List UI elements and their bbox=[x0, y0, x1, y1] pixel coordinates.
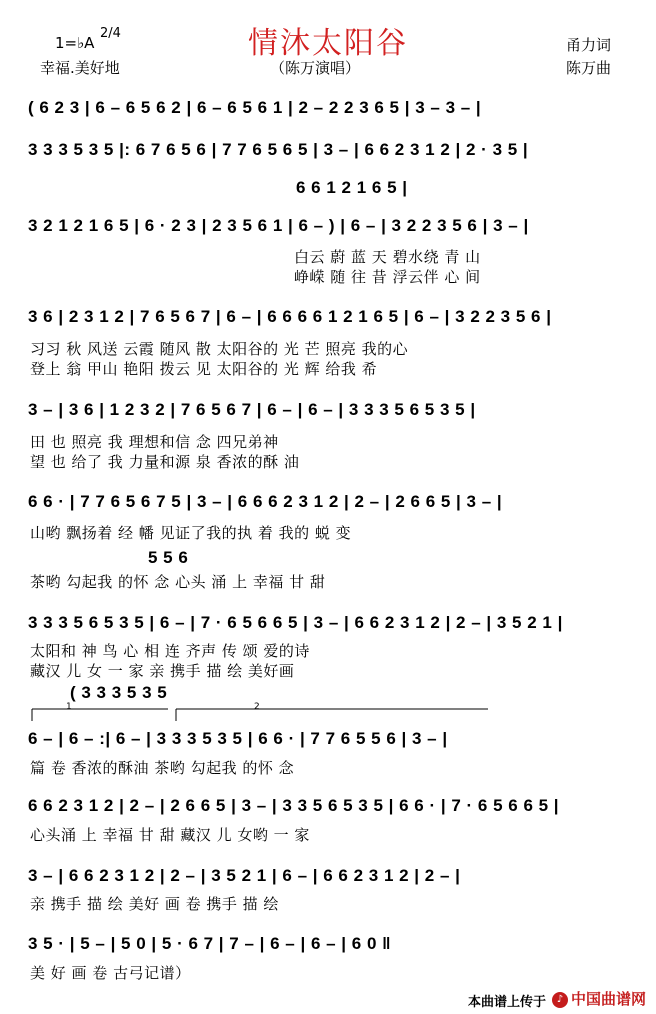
tempo-mood: 幸福.美好地 bbox=[40, 59, 120, 77]
site-logo[interactable] bbox=[552, 988, 646, 1009]
lyricist-credit: 甬力词 bbox=[566, 36, 612, 54]
page-title: 情沐太阳谷 bbox=[248, 26, 408, 61]
score-line-8: 6 – | 6 – :| 6 – | 3 3 3 5 3 5 | 6 6 · | 7 7 6 5 5 6 | 3 – | bbox=[28, 729, 448, 748]
score-line-6-alternate: 5 5 6 bbox=[148, 548, 189, 567]
score-line-2: 3 3 3 5 3 5 |: 6 7 6 5 6 | 7 7 6 5 6 5 | 3 – | 6 6 2 3 1 2 | 2 · 3 5 | bbox=[28, 140, 529, 159]
score-line-2-alternate: 6 6 1 2 1 6 5 | bbox=[296, 178, 408, 197]
upload-note: 本曲谱上传于 bbox=[468, 995, 547, 1010]
score-line-8-repeat-ending: ( 3 3 3 5 3 5 bbox=[70, 683, 168, 702]
lyric-line-3-verse-1: 白云 蔚 蓝 天 碧水绕 青 山 bbox=[294, 248, 481, 266]
site-name: 中国曲谱网 bbox=[571, 990, 647, 1008]
volta-2-label: 2 bbox=[254, 702, 260, 712]
score-line-11: 3 5 · | 5 – | 5 0 | 5 · 6 7 | 7 – | 6 – | 6 – | 6 0 ‖ bbox=[28, 934, 392, 953]
lyric-line-8: 篇 卷 香浓的酥油 茶哟 勾起我 的怀 念 bbox=[30, 759, 295, 777]
score-line-4: 3 6 | 2 3 1 2 | 7 6 5 6 7 | 6 – | 6 6 6 6 1 2 1 6 5 | 6 – | 3 2 2 3 5 6 | bbox=[28, 307, 552, 326]
lyric-line-10: 亲 携手 描 绘 美好 画 卷 携手 描 绘 bbox=[30, 895, 279, 913]
lyric-line-4-verse-1: 习习 秋 风送 云霞 随风 散 太阳谷的 光 芒 照亮 我的心 bbox=[30, 340, 409, 358]
lyric-line-4-verse-2: 登上 翁 甲山 艳阳 拨云 见 太阳谷的 光 辉 给我 希 bbox=[30, 360, 378, 378]
lyric-line-6-verse-2: 茶哟 勾起我 的怀 念 心头 涌 上 幸福 甘 甜 bbox=[30, 573, 326, 591]
score-line-5: 3 – | 3 6 | 1 2 3 2 | 7 6 5 6 7 | 6 – | 6 – | 3 3 3 5 6 5 3 5 | bbox=[28, 400, 476, 419]
lyric-line-3-verse-2: 峥嵘 随 往 昔 浮云伴 心 间 bbox=[294, 268, 481, 286]
lyric-line-11: 美 好 画 卷 古弓记谱） bbox=[30, 964, 191, 982]
score-line-3: 3 2 1 2 1 6 5 | 6 · 2 3 | 2 3 5 6 1 | 6 – ) | 6 – | 3 2 2 3 5 6 | 3 – | bbox=[28, 216, 529, 235]
volta-1-label: 1 bbox=[66, 702, 72, 712]
key-signature: 1=♭A bbox=[55, 34, 95, 52]
volta-brackets bbox=[28, 703, 498, 723]
singer-credit: （陈万演唱） bbox=[270, 59, 361, 77]
lyric-line-9: 心头涌 上 幸福 甘 甜 藏汉 儿 女哟 一 家 bbox=[30, 826, 310, 844]
score-line-6: 6 6 · | 7 7 6 5 6 7 5 | 3 – | 6 6 6 2 3 1 2 | 2 – | 2 6 6 5 | 3 – | bbox=[28, 492, 503, 511]
lyric-line-5-verse-1: 田 也 照亮 我 理想和信 念 四兄弟神 bbox=[30, 433, 279, 451]
lyric-line-7-verse-2: 藏汉 儿 女 一 家 亲 携手 描 绘 美好画 bbox=[30, 662, 295, 680]
time-signature: 2/4 bbox=[100, 26, 121, 41]
composer-credit: 陈万曲 bbox=[566, 59, 612, 77]
score-line-7: 3 3 3 5 6 5 3 5 | 6 – | 7 · 6 5 6 6 5 | 3 – | 6 6 2 3 1 2 | 2 – | 3 5 2 1 | bbox=[28, 613, 563, 632]
lyric-line-5-verse-2: 望 也 给了 我 力量和源 泉 香浓的酥 油 bbox=[30, 453, 300, 471]
score-line-10: 3 – | 6 6 2 3 1 2 | 2 – | 3 5 2 1 | 6 – | 6 6 2 3 1 2 | 2 – | bbox=[28, 866, 461, 885]
lyric-line-7-verse-1: 太阳和 神 鸟 心 相 连 齐声 传 颂 爱的诗 bbox=[30, 642, 310, 660]
lyric-line-6-verse-1: 山哟 飘扬着 经 幡 见证了我的执 着 我的 蜕 变 bbox=[30, 524, 352, 542]
score-line-9: 6 6 2 3 1 2 | 2 – | 2 6 6 5 | 3 – | 3 3 5 6 5 3 5 | 6 6 · | 7 · 6 5 6 6 5 | bbox=[28, 796, 560, 815]
score-line-1: ( 6 2 3 | 6 – 6 5 6 2 | 6 – 6 5 6 1 | 2 – 2 2 3 6 5 | 3 – 3 – | bbox=[28, 98, 482, 117]
music-note-icon: ♪ bbox=[552, 992, 568, 1008]
